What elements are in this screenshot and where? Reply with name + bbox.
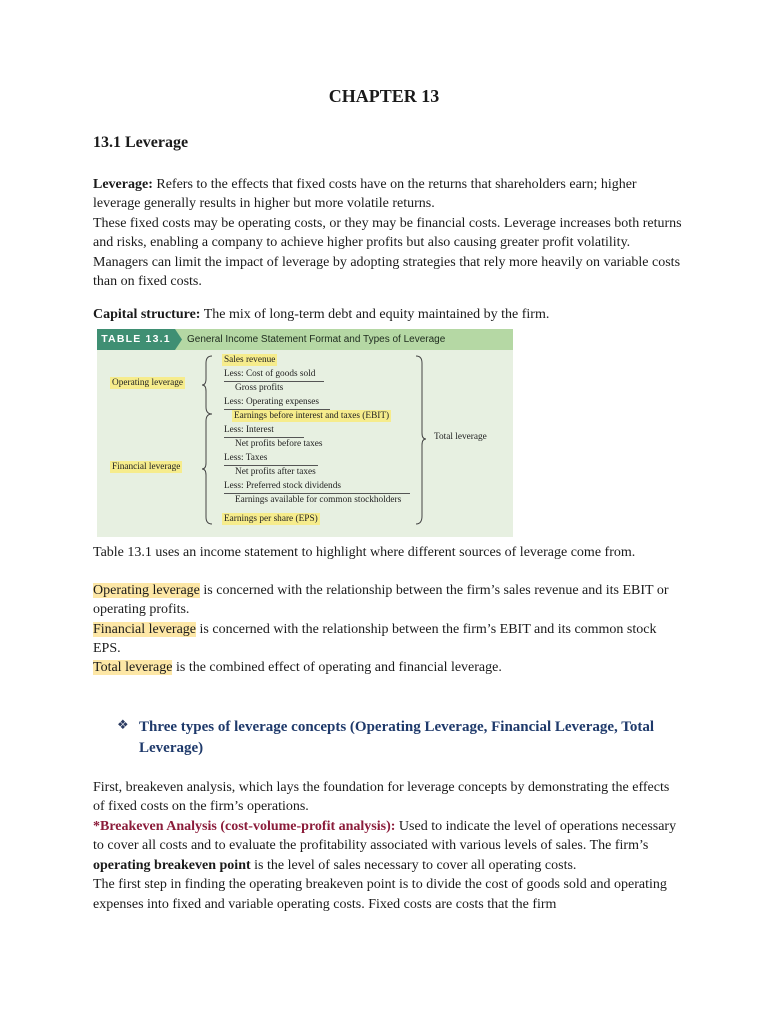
line-taxes: Less: Taxes <box>224 453 268 463</box>
line-gross-profits: Gross profits <box>235 383 284 393</box>
line-eps: Earnings per share (EPS) <box>224 514 318 524</box>
total-leverage-term: Total leverage <box>93 660 173 675</box>
leverage-text-2: These fixed costs may be operating costs, or they may be financial costs. Leverage increases both returns and risks, enabling a company to achieve higher profits but also causing greater profit volatility. Managers can limit the impact of leverage by adopting strategies that rely more heavily on variable costs than on fixed costs. <box>93 215 682 290</box>
line-earnings-available: Earnings available for common stockholders <box>235 495 402 505</box>
operating-leverage-paragraph <box>93 581 683 620</box>
line-net-profits-before-taxes: Net profits before taxes <box>235 439 323 449</box>
section-title: 13.1 Leverage <box>93 134 189 151</box>
diamond-bullet-icon: ❖ <box>117 718 129 733</box>
line-net-profits-after-taxes: Net profits after taxes <box>235 467 316 477</box>
capital-structure-term: Capital structure: <box>93 307 201 322</box>
financial-brace-icon <box>202 413 214 525</box>
total-leverage-text: is the combined effect of operating and financial leverage. <box>172 660 502 675</box>
operating-leverage-label: Operating leverage <box>112 378 183 388</box>
operating-leverage-term: Operating leverage <box>93 583 200 598</box>
leverage-definition <box>93 175 683 291</box>
chapter-title: CHAPTER 13 <box>328 86 440 106</box>
line-sales-revenue: Sales revenue <box>224 355 276 365</box>
operating-brace-icon <box>202 355 214 415</box>
line-operating-expenses: Less: Operating expenses <box>224 397 320 407</box>
leverage-text: Refers to the effects that fixed costs have on the returns that shareholders earn; higher leverage generally results in higher but more volatile returns. <box>93 177 637 212</box>
capital-structure-text: The mix of long-term debt and equity maintained by the firm. <box>200 307 550 322</box>
operating-leverage-text: is concerned with the relationship between the firm’s sales revenue and its EBIT or operating profits. <box>93 583 669 618</box>
total-leverage-label: Total leverage <box>434 432 487 442</box>
table-caption: Table 13.1 uses an income statement to highlight where different sources of leverage come from. <box>93 545 636 560</box>
header-arrow-icon <box>175 329 183 350</box>
breakeven-intro: First, breakeven analysis, which lays the foundation for leverage concepts by demonstrating the effects of fixed costs on the firm’s operations. <box>93 780 670 815</box>
financial-leverage-label: Financial leverage <box>112 462 181 472</box>
financial-leverage-term: Financial leverage <box>93 622 197 637</box>
operating-breakeven-term: operating breakeven point <box>93 857 251 873</box>
breakeven-text-2: is the level of sales necessary to cover all operating costs. <box>250 857 577 873</box>
line-ebit: Earnings before interest and taxes (EBIT) <box>234 411 390 421</box>
total-leverage-paragraph <box>93 658 683 677</box>
table-number: TABLE 13.1 <box>97 329 175 350</box>
line-interest: Less: Interest <box>224 425 274 435</box>
line-preferred-dividends: Less: Preferred stock dividends <box>224 481 341 491</box>
bullet-heading: Three types of leverage concepts (Operating Leverage, Financial Leverage, Total Leverage) <box>139 719 655 756</box>
table-header <box>97 329 513 350</box>
capital-structure-definition <box>93 305 683 324</box>
leverage-term: Leverage: <box>93 177 153 192</box>
table-13-1-figure <box>97 329 513 537</box>
first-step-text: The first step in finding the operating breakeven point is to divide the cost of goods sold and operating expenses into fixed and variable operating costs. Fixed costs are costs that the firm <box>93 877 667 912</box>
total-brace-icon <box>415 355 427 525</box>
breakeven-text: Used to indicate the level of operations necessary to cover all costs and to evaluate the profitability associated with various levels of sales. The firm’s <box>93 819 677 854</box>
financial-leverage-paragraph <box>93 620 683 659</box>
breakeven-term: *Breakeven Analysis (cost-volume-profit analysis): <box>93 819 396 834</box>
line-cogs: Less: Cost of goods sold <box>224 369 316 379</box>
table-title: General Income Statement Format and Types of Leverage <box>187 334 446 345</box>
breakeven-definition <box>93 817 683 914</box>
financial-leverage-text: is concerned with the relationship between the firm’s EBIT and its common stock EPS. <box>93 622 657 657</box>
